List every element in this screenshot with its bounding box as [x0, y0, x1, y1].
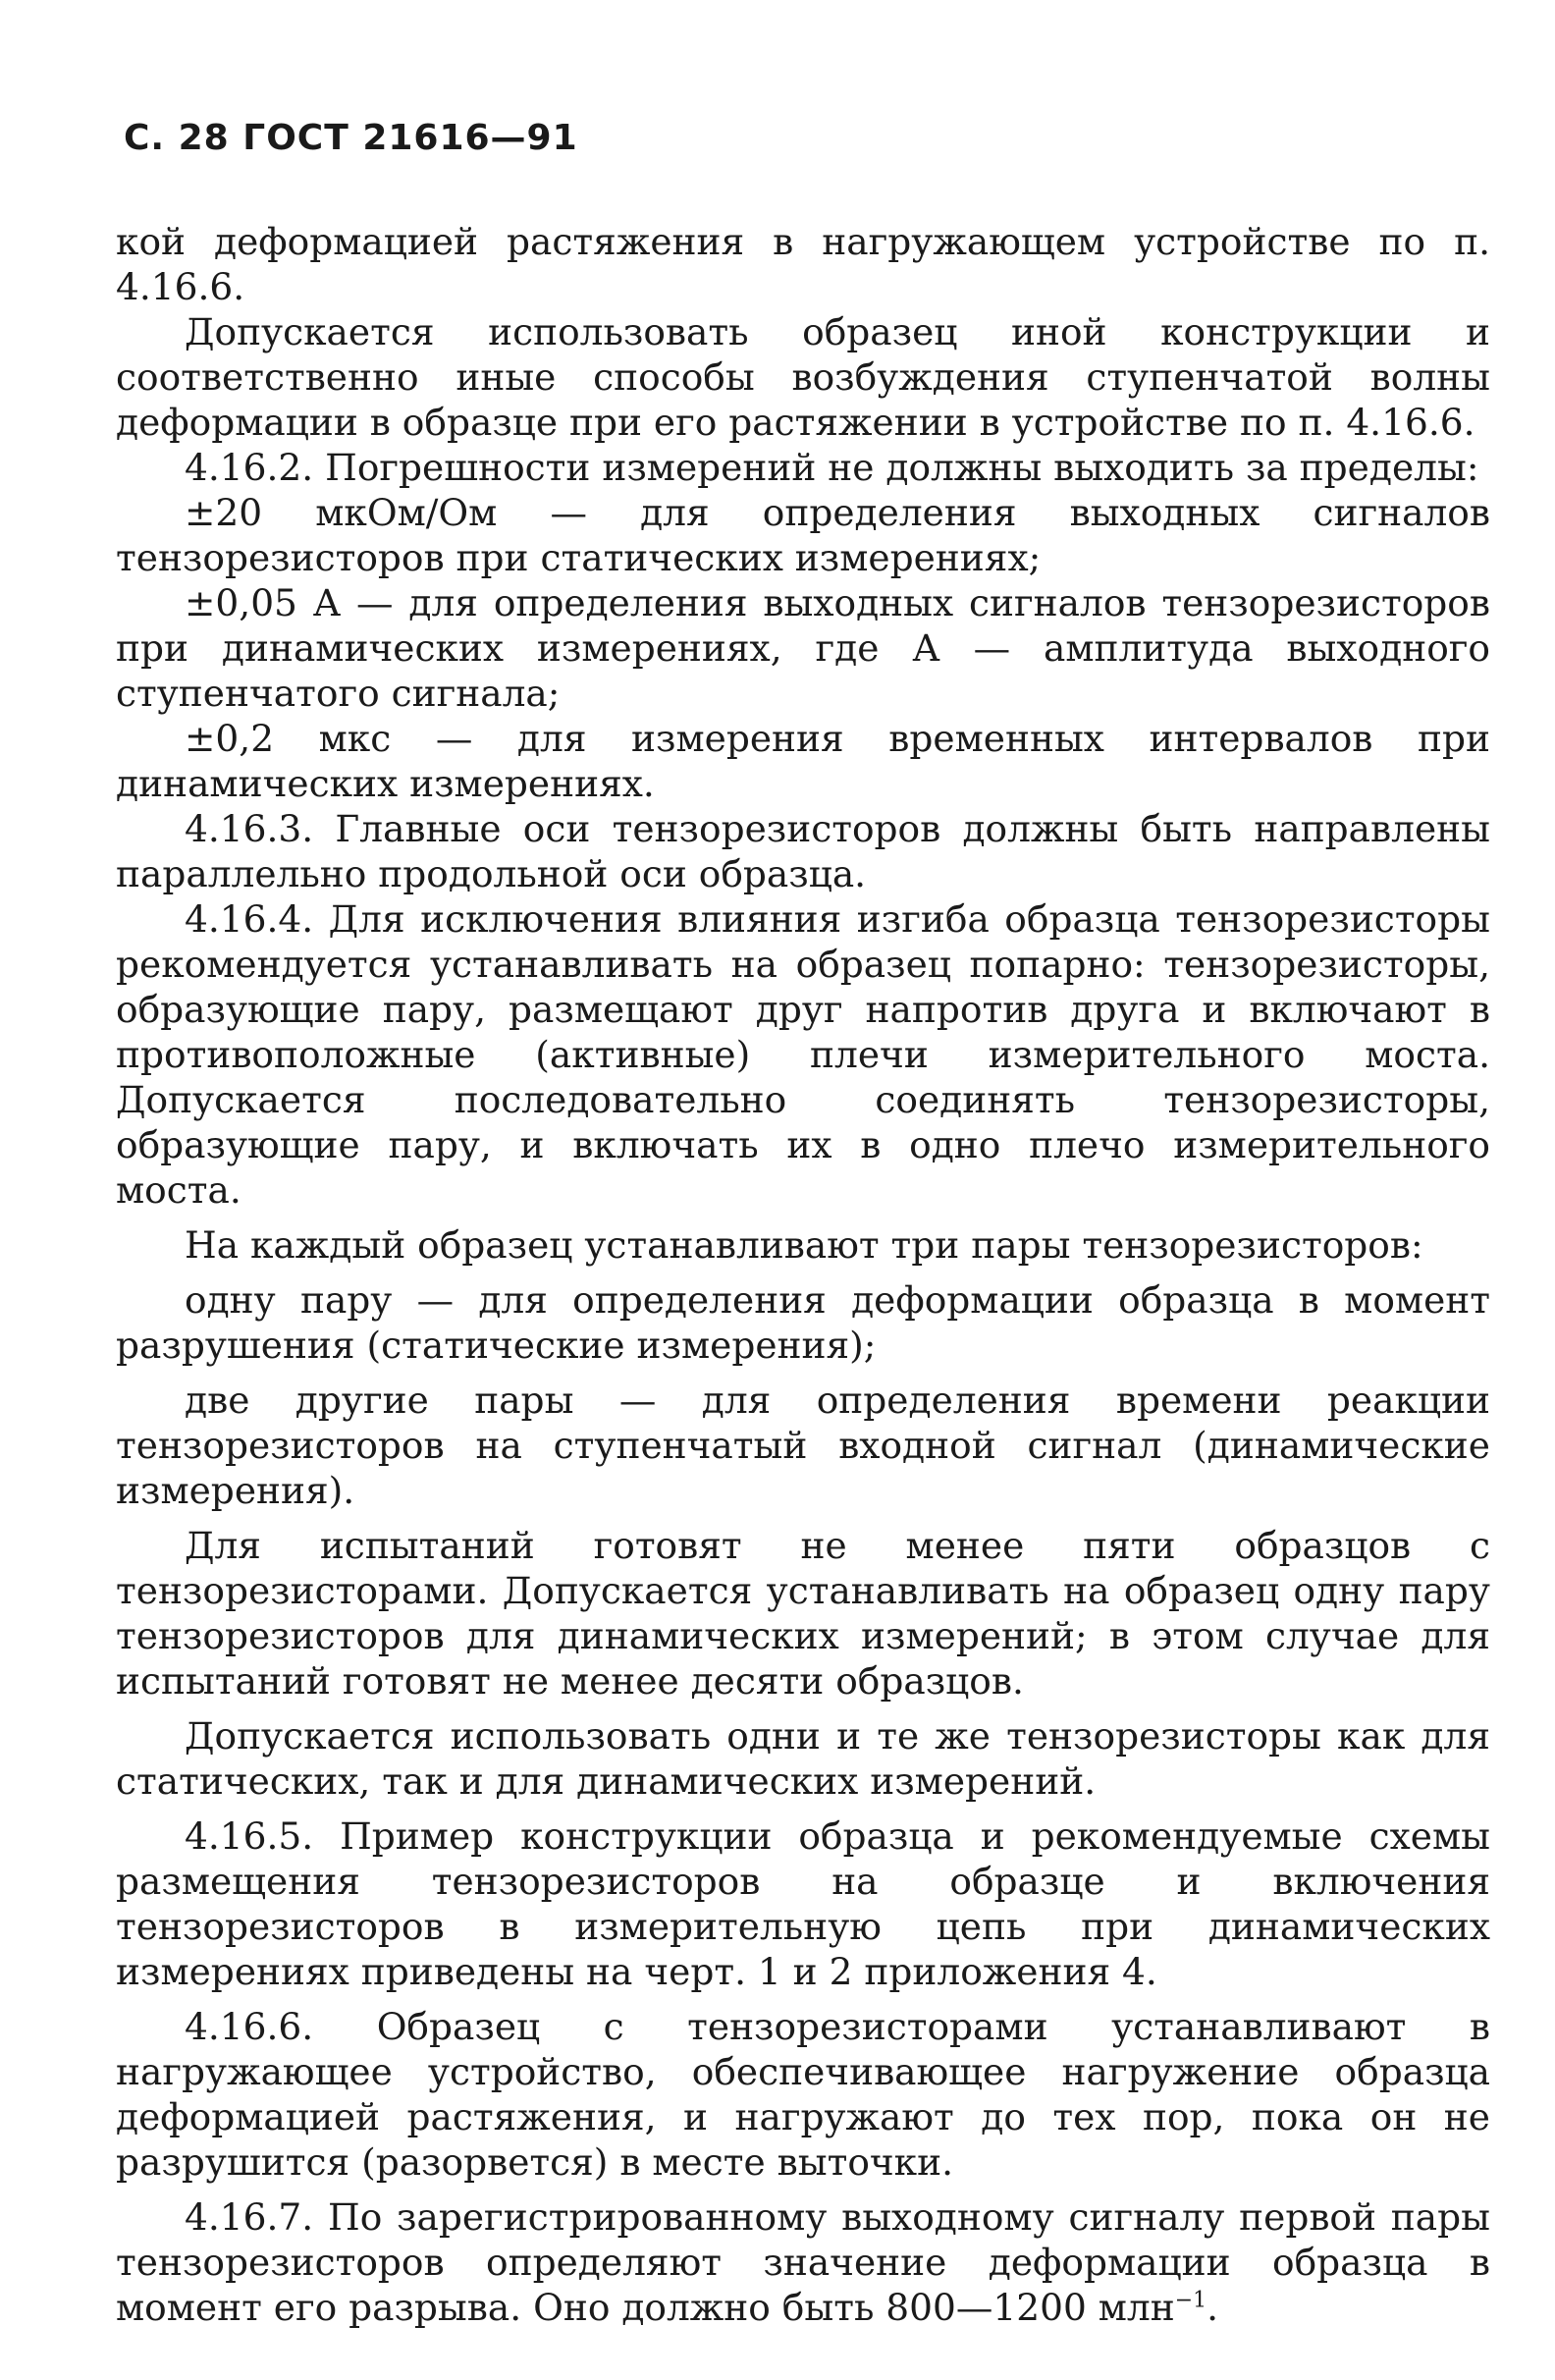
paragraph-end-period: .: [1206, 2286, 1219, 2329]
paragraph-4-16-7: [116, 2194, 1490, 2330]
unit-exponent: −1: [1174, 2288, 1207, 2313]
paragraph: две другие пары — для определения времени реакции тензорезисторов на ступенчатый входной сигнал (динамические измерения).: [116, 1379, 1490, 1512]
page-header: С. 28 ГОСТ 21616—91: [124, 118, 578, 158]
paragraph-4-16-4: 4.16.4. Для исключения влияния изгиба образца тензорезисторы рекомендуется устанавливать на образец попарно: тензорезисторы, образующие пару, размещают друг напротив друга и включают в противоположные (активные) плечи измерительного моста. Допускается последовательно соединять тензорезисторы, образующие пару, и включать их в одно плечо измерительного моста.: [116, 897, 1490, 1212]
paragraph-4-16-6: 4.16.6. Образец с тензорезисторами устанавливают в нагружающее устройство, обеспечивающее нагружение образца деформацией растяжения, и нагружают до тех пор, пока он не разрушится (разорвется) в месте выточки.: [116, 2005, 1490, 2184]
paragraph: Допускается использовать одни и те же тензорезисторы как для статических, так и для динамических измерений.: [116, 1714, 1490, 1803]
paragraph-tolerance-dynamic: ±0,05 А — для определения выходных сигналов тензорезисторов при динамических измерениях, где А — амплитуда выходного ступенчатого сигнала;: [116, 581, 1490, 715]
paragraph-tolerance-static: ±20 мкОм/Ом — для определения выходных сигналов тензорезисторов при статических измерениях;: [116, 491, 1490, 579]
paragraph: На каждый образец устанавливают три пары тензорезисторов:: [185, 1223, 1423, 1267]
paragraph: одну пару — для определения деформации образца в момент разрушения (статические измерения);: [116, 1278, 1490, 1367]
paragraph-tolerance-time: ±0,2 мкс — для измерения временных интервалов при динамических измерениях.: [116, 717, 1490, 805]
paragraph: Для испытаний готовят не менее пяти образцов с тензорезисторами. Допускается устанавливать на образец одну пару тензорезисторов для динамических измерений; в этом случае для испытаний готовят не менее десяти образцов.: [116, 1524, 1490, 1703]
document-page: [116, 118, 1490, 2330]
paragraph-4-16-5: 4.16.5. Пример конструкции образца и рекомендуемые схемы размещения тензорезисторов на образце и включения тензорезисторов в измерительную цепь при динамических измерениях приведены на черт. 1 и 2 приложения 4.: [116, 1814, 1490, 1993]
paragraph-continuation: кой деформацией растяжения в нагружающем устройстве по п. 4.16.6.: [116, 220, 1490, 308]
paragraph-4-16-7-text: 4.16.7. По зарегистрированному выходному сигналу первой пары тензорезисторов определяют значение деформации образца в момент его разрыва. Оно должно быть 800—1200 млн: [116, 2195, 1490, 2329]
document-body: [116, 219, 1490, 2330]
paragraph-4-16-3: 4.16.3. Главные оси тензорезисторов должны быть направлены параллельно продольной оси образца.: [116, 807, 1490, 895]
paragraph: Допускается использовать образец иной конструкции и соответственно иные способы возбуждения ступенчатой волны деформации в образце при его растяжении в устройстве по п. 4.16.6.: [116, 310, 1490, 444]
paragraph-4-16-2: 4.16.2. Погрешности измерений не должны выходить за пределы:: [185, 446, 1479, 489]
